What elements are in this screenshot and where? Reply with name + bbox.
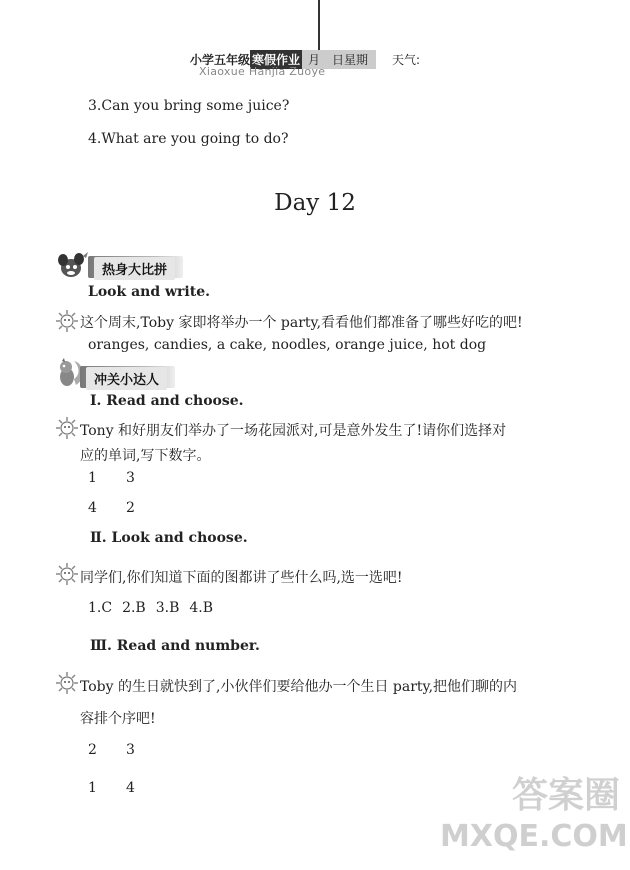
part1-answer-b1: 4 [88, 500, 97, 516]
part1-answer-a1: 1 [88, 470, 97, 486]
part2-instruction: 同学们,你们知道下面的图都讲了些什么吗,选一选吧! [80, 570, 403, 586]
day-title: Day 12 [274, 190, 356, 216]
header-pinyin: Xiaoxue Hanjia Zuoye [199, 65, 326, 78]
question-4: 4.What are you going to do? [88, 131, 289, 147]
sun-icon [55, 416, 79, 440]
sun-icon [55, 671, 79, 695]
part2-answer-3: 3.B [155, 600, 180, 616]
header-date: 月 日星期 [302, 50, 376, 69]
section1-heading: Look and write. [88, 284, 211, 300]
part3-heading: Ⅲ. Read and number. [90, 638, 260, 654]
part3-instruction-line2: 容排个序吧! [80, 711, 156, 727]
header-grade: 小学五年级 [190, 53, 251, 67]
part3-answer-a1: 2 [88, 742, 97, 758]
part3-answer-a2: 3 [126, 742, 135, 758]
section1-instruction: 这个周末,Toby 家即将举办一个 party,看看他们都准备了哪些好吃的吧! [80, 315, 523, 331]
part3-answer-b1: 1 [88, 780, 97, 796]
header-divider-line [318, 0, 320, 50]
part2-answer-2: 2.B [122, 600, 146, 616]
watermark-line2: MXQE.COM [440, 819, 628, 854]
part2-answers [88, 600, 213, 616]
part2-answer-4: 4.B [189, 600, 214, 616]
part3-instruction-line1: Toby 的生日就快到了,小伙伴们要给他办一个生日 party,把他们聊的内 [80, 679, 518, 695]
part1-heading: Ⅰ. Read and choose. [90, 393, 244, 409]
section1-answer: oranges, candies, a cake, noodles, orange juice, hot dog [88, 337, 487, 353]
watermark [440, 775, 628, 865]
header-book: 寒假作业 [250, 50, 302, 69]
mascot-dog-icon [56, 250, 92, 282]
part2-heading: Ⅱ. Look and choose. [90, 530, 248, 546]
part1-answer-a2: 3 [126, 470, 135, 486]
section1-badge: 热身大比拼 [94, 257, 175, 280]
part2-answer-1: 1.C [88, 600, 113, 616]
watermark-line1: 答案圈 [511, 775, 620, 816]
question-3: 3.Can you bring some juice? [88, 98, 290, 114]
part1-answer-b2: 2 [126, 500, 135, 516]
header-weather: 天气: [392, 53, 421, 67]
part1-instruction-line1: Tony 和好朋友们举办了一场花园派对,可是意外发生了!请你们选择对 [80, 423, 507, 439]
part3-answer-b2: 4 [126, 780, 135, 796]
sun-icon [55, 309, 79, 333]
part1-instruction-line2: 应的单词,写下数字。 [80, 448, 211, 464]
sun-icon [55, 562, 79, 586]
section2-badge: 冲关小达人 [86, 367, 167, 390]
